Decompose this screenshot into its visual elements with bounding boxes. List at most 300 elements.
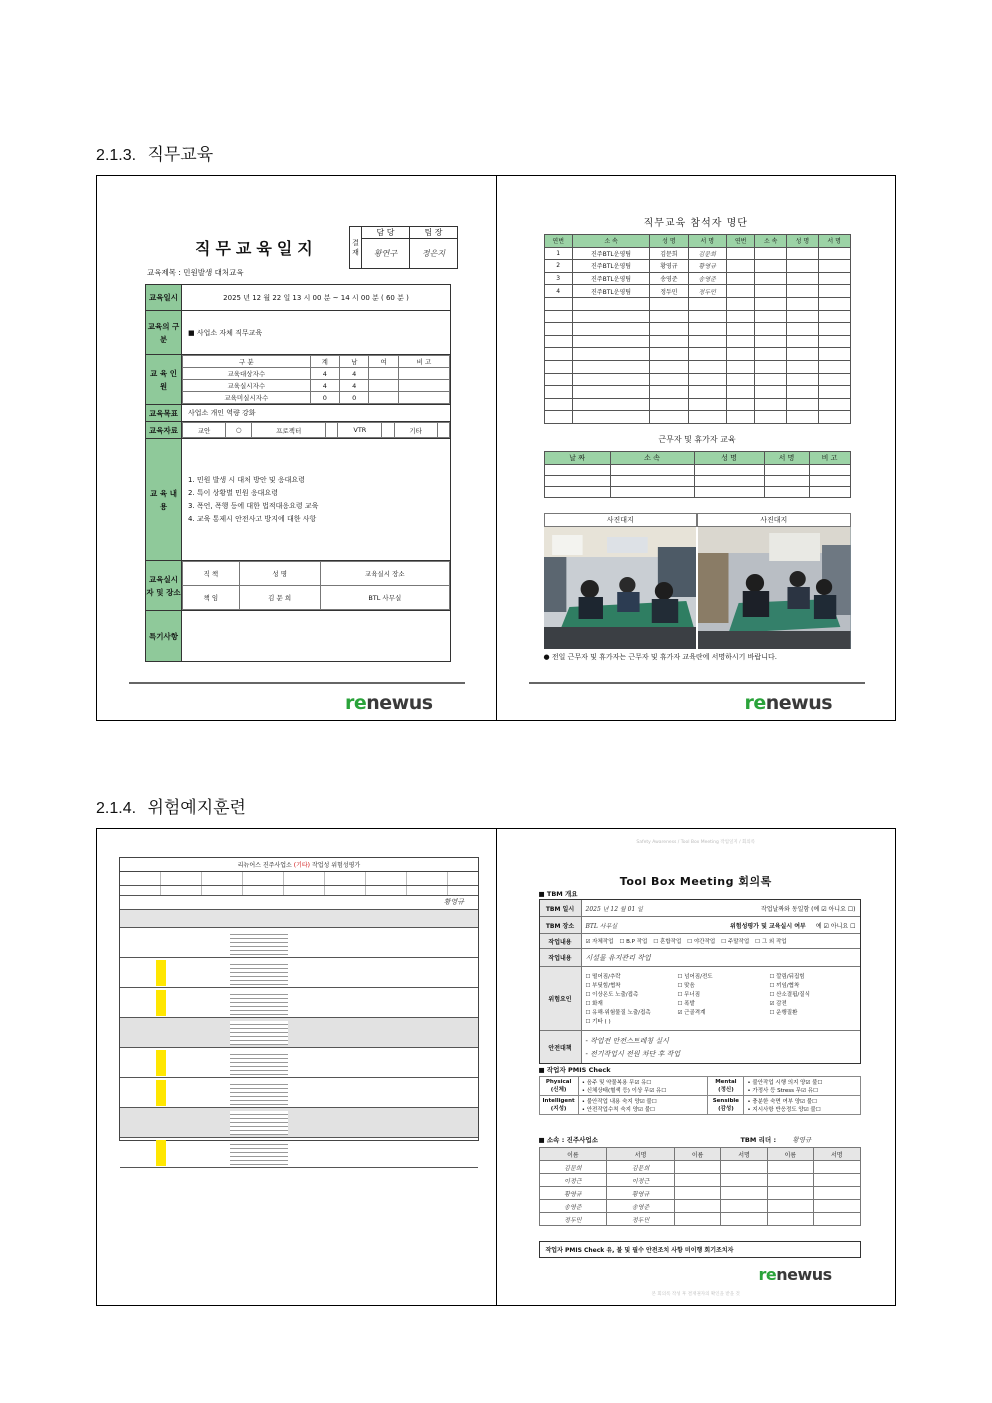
table-row [539, 1187, 860, 1200]
sign-sign: 정두민 [607, 1213, 675, 1226]
journal-title: 직무교육일지 [195, 239, 318, 258]
pmis-cat: Sensible (감성) [708, 1096, 744, 1115]
date-label: 교육일시 [146, 285, 182, 310]
table-row [120, 1018, 478, 1048]
empty-cell [755, 360, 787, 373]
att-cell: 진주BTL운영팀 [572, 272, 649, 285]
material-cell [326, 423, 338, 438]
hazard-option: ☐ 산소결핍/질식 [769, 992, 810, 998]
att-empty [787, 247, 819, 260]
empty-cell [787, 297, 819, 310]
table-row [544, 297, 850, 310]
empty-cell [610, 487, 694, 498]
empty-cell [787, 348, 819, 361]
table-row [544, 272, 850, 285]
content-list [182, 439, 450, 560]
tbm-work-options [582, 934, 860, 948]
sign-head: 이름 [674, 1148, 720, 1161]
approval-manager-label: 팀 장 [410, 227, 458, 239]
att-empty [818, 285, 850, 298]
empty-cell [755, 398, 787, 411]
risk-rows [120, 928, 478, 1168]
empty-cell [726, 411, 754, 424]
tbm-place-label: TBM 장소 [540, 917, 582, 933]
tbm-overview-title: ■ TBM 개요 [539, 889, 578, 898]
att-empty [755, 285, 787, 298]
empty-cell [694, 487, 764, 498]
shift-head: 날 짜 [544, 452, 610, 465]
empty-cell [818, 411, 850, 424]
empty-cell [572, 297, 649, 310]
date-row [146, 285, 450, 311]
empty-cell [818, 297, 850, 310]
empty-cell [787, 310, 819, 323]
empty-cell [787, 373, 819, 386]
att-empty [726, 285, 754, 298]
type-value: ■ 사업소 자체 직무교육 [188, 328, 263, 337]
shift-head: 소 속 [610, 452, 694, 465]
pmis-line: • 음주 및 약물복용 무☑ 유☐ [581, 1080, 652, 1086]
content-item: 1. 민원 발생 시 대처 방안 및 응대요령 [188, 475, 305, 484]
logo-suffix: newus [366, 692, 433, 714]
work-option: ☐ 그 외 작업 [755, 939, 787, 945]
material-table [182, 422, 450, 438]
att-cell: 2 [544, 260, 572, 273]
work-option: ☐ 주말작업 [721, 939, 750, 945]
sign-head: 이름 [767, 1148, 813, 1161]
table-row [544, 411, 850, 424]
table-row [544, 360, 850, 373]
people-cell: 4 [310, 380, 339, 392]
material-cell [437, 423, 449, 438]
renewus-logo [345, 692, 433, 714]
att-empty [726, 260, 754, 273]
tbm-sign-table [539, 1147, 861, 1226]
hazard-option: ☑ 감전 [769, 1001, 787, 1007]
att-cell: 진주BTL운영팀 [572, 260, 649, 273]
sign-name: 김문희 [539, 1161, 607, 1174]
pmis-item [744, 1077, 860, 1096]
people-cell: 0 [340, 392, 369, 404]
tbm-leader-label: TBM 리더 : [740, 1136, 777, 1144]
people-cell: 교육실시자수 [183, 380, 311, 392]
tbm-risk-eval-value: 예 ☑ 아니요 ☐ [815, 922, 856, 930]
risk-meta-row [120, 886, 478, 896]
people-cell [369, 392, 398, 404]
approval-box [349, 226, 458, 269]
pmis-item [744, 1096, 860, 1115]
table-row [120, 1108, 478, 1138]
people-cell: 4 [310, 368, 339, 380]
pmis-line: • 충분한 숙면 여부 양☑ 불☐ [747, 1099, 818, 1105]
sign-sign: 이정근 [607, 1174, 675, 1187]
pmis-cat: Physical (신체) [539, 1077, 578, 1096]
sign-empty [674, 1174, 720, 1187]
sign-empty [721, 1187, 767, 1200]
att-empty [787, 260, 819, 273]
tbm-measure-cell [582, 1031, 860, 1063]
risk-assessment-sheet [119, 857, 479, 1141]
tbm-place-cell [582, 917, 860, 933]
empty-cell [694, 476, 764, 487]
empty-cell [610, 465, 694, 476]
empty-cell [755, 310, 787, 323]
hazard-option: ☐ 화재 [585, 1001, 603, 1007]
table-row [539, 1161, 860, 1174]
type-label: 교육의 구 분 [146, 311, 182, 354]
hazard-option: ☐ 운행질환 [769, 1010, 798, 1016]
approval-manager-sign: 정은지 [410, 239, 458, 269]
att-empty [787, 285, 819, 298]
att-empty [755, 247, 787, 260]
empty-cell [688, 323, 726, 336]
tbm-title: Tool Box Meeting 회의록 [619, 875, 772, 888]
people-cell [398, 380, 449, 392]
section-label: 직무교육 [147, 145, 214, 165]
att-empty [818, 272, 850, 285]
section-title-training [96, 140, 213, 165]
tbm-hazard-label: 위험요인 [540, 967, 582, 1030]
exec-table [182, 561, 450, 610]
empty-cell [688, 386, 726, 399]
empty-cell [809, 465, 850, 476]
att-sign: 송영준 [688, 272, 726, 285]
people-cell: 4 [340, 368, 369, 380]
material-cell: 교안 [183, 423, 226, 438]
people-row [146, 355, 450, 405]
renewus-logo [745, 692, 833, 714]
empty-cell [650, 310, 688, 323]
att-head: 연번 [544, 235, 572, 248]
empty-cell [755, 297, 787, 310]
table-row [544, 285, 850, 298]
hazard-option: ☐ 기타 ( ) [585, 1019, 611, 1025]
empty-cell [544, 348, 572, 361]
photo-labels [544, 513, 851, 527]
sign-head: 서명 [814, 1148, 860, 1161]
empty-cell [755, 323, 787, 336]
exec-row [146, 561, 450, 611]
empty-cell [650, 348, 688, 361]
att-cell: 진주BTL운영팀 [572, 285, 649, 298]
att-head: 서 명 [818, 235, 850, 248]
tbm-bottom-note: 본 회의록 작성 후 결재권자의 확인을 받을 것 [651, 1292, 740, 1297]
table-row [544, 465, 850, 476]
empty-cell [688, 310, 726, 323]
hazard-option: ☐ 넘어짐/전도 [677, 974, 713, 980]
att-empty [818, 247, 850, 260]
att-empty [755, 260, 787, 273]
people-head: 여 [369, 356, 398, 368]
sign-head: 서명 [607, 1148, 675, 1161]
att-cell: 정두민 [650, 285, 688, 298]
shift-head: 서 명 [764, 452, 809, 465]
empty-cell [688, 348, 726, 361]
table-row [544, 247, 850, 260]
empty-cell [787, 323, 819, 336]
hazard-option: ☐ 유해·위험물질 노출/접촉 [585, 1010, 651, 1016]
empty-cell [688, 360, 726, 373]
empty-cell [572, 373, 649, 386]
table-row [544, 398, 850, 411]
divider-line [529, 682, 865, 684]
material-cell: 기타 [394, 423, 437, 438]
att-empty [726, 272, 754, 285]
shift-head: 성 명 [694, 452, 764, 465]
people-cell [398, 392, 449, 404]
logo-prefix: re [345, 692, 367, 714]
empty-cell [726, 386, 754, 399]
att-empty [755, 272, 787, 285]
sign-empty [674, 1187, 720, 1200]
empty-cell [726, 373, 754, 386]
empty-cell [787, 411, 819, 424]
empty-cell [818, 335, 850, 348]
table-row [544, 487, 850, 498]
table-row [544, 373, 850, 386]
att-cell: 진주BTL운영팀 [572, 247, 649, 260]
empty-cell [809, 476, 850, 487]
table-row [544, 348, 850, 361]
table-row [120, 1048, 478, 1078]
work-option: ☑ 자체작업 [585, 939, 614, 945]
tbm-belong: ■ 소속 : 진주사업소 [539, 1135, 599, 1144]
sign-empty [814, 1213, 860, 1226]
training-journal-panel [97, 176, 496, 720]
journal-form [145, 284, 451, 662]
sign-empty [814, 1187, 860, 1200]
material-row [146, 422, 450, 439]
logo-prefix: re [744, 692, 766, 714]
people-table [182, 355, 450, 404]
pmis-line: • 안전작업수칙 숙지 양☑ 불☐ [581, 1107, 655, 1113]
hazard-option: ☐ 이상온도 노출/접촉 [585, 992, 639, 998]
tbm-work-desc-label: 작업내용 [540, 949, 582, 966]
empty-cell [755, 348, 787, 361]
section-number: 2.1.4. [96, 800, 137, 817]
risk-col-head [120, 910, 478, 928]
people-cell: 0 [310, 392, 339, 404]
sign-sign: 김문희 [607, 1161, 675, 1174]
exec-label: 교육실시자 및 장소 [146, 561, 182, 610]
table-row [120, 988, 478, 1018]
tbm-place-row [540, 917, 860, 934]
empty-cell [688, 398, 726, 411]
people-cell [369, 380, 398, 392]
sign-empty [674, 1213, 720, 1226]
pmis-line: • 지시사항 반응정도 양☑ 불☐ [747, 1107, 821, 1113]
goal-row [146, 405, 450, 422]
section-number: 2.1.3. [96, 147, 137, 164]
empty-cell [544, 398, 572, 411]
material-cell [382, 423, 394, 438]
tbm-leader [741, 1135, 812, 1144]
risk-frame [96, 828, 896, 1306]
att-head: 서 명 [688, 235, 726, 248]
training-photo-image [698, 527, 851, 649]
exec-wrap [182, 561, 450, 610]
empty-cell [544, 465, 610, 476]
shift-title: 근무자 및 휴가자 교육 [658, 435, 736, 444]
empty-cell [818, 373, 850, 386]
sign-sign: 황영규 [607, 1187, 675, 1200]
measure-item: - 작업전 안전스트레칭 실시 [585, 1036, 669, 1045]
empty-cell [610, 476, 694, 487]
empty-cell [544, 335, 572, 348]
people-cell: 4 [340, 380, 369, 392]
content-row [146, 439, 450, 561]
pmis-item [578, 1077, 708, 1096]
empty-cell [726, 360, 754, 373]
sign-name: 송영준 [539, 1200, 607, 1213]
tbm-measure-row [540, 1031, 860, 1063]
work-option: ☐ B.P 작업 [619, 939, 648, 945]
empty-cell [764, 465, 809, 476]
empty-cell [572, 348, 649, 361]
empty-cell [544, 360, 572, 373]
empty-cell [787, 386, 819, 399]
pmis-item [578, 1096, 708, 1115]
tbm-top-note: Safety Awareness / Tool Box Meeting 작업일지 / 회의록 [636, 840, 756, 845]
type-row [146, 311, 450, 355]
photo-label: 사진대지 [544, 513, 698, 527]
empty-cell [650, 360, 688, 373]
att-cell: 1 [544, 247, 572, 260]
tbm-overview-box [539, 899, 861, 1064]
sign-empty [674, 1161, 720, 1174]
sign-name: 황영규 [539, 1187, 607, 1200]
empty-cell [544, 297, 572, 310]
sign-empty [767, 1213, 813, 1226]
empty-cell [572, 360, 649, 373]
goal-value: 사업소 개인 역량 강화 [188, 409, 256, 417]
sign-empty [767, 1161, 813, 1174]
journal-subject: 교육제목 : 민원발생 대처교육 [147, 268, 244, 277]
tbm-hazard-row [540, 967, 860, 1031]
table-row [120, 1078, 478, 1108]
empty-cell [818, 310, 850, 323]
tbm-panel [496, 829, 896, 1305]
hazard-option: ☐ 부딪힘/협착 [585, 983, 621, 989]
content-item: 3. 폭언, 폭행 등에 대한 법적대응요령 교육 [188, 501, 319, 510]
empty-cell [572, 411, 649, 424]
empty-cell [688, 373, 726, 386]
tbm-agree: 작업날짜와 동일함 (예 ☑ 아니요 ☐) [760, 905, 856, 913]
tbm-work-desc-row [540, 949, 860, 967]
risk-header-org: 리뉴어스 진주사업소 [237, 862, 292, 869]
empty-cell [726, 398, 754, 411]
pmis-line: • 신체상태(혈색 등) 이상 무☑ 유☐ [581, 1088, 667, 1094]
table-row [539, 1096, 860, 1115]
empty-cell [818, 348, 850, 361]
tbm-date-label: TBM 일시 [540, 900, 582, 916]
section-title-risk [96, 793, 246, 818]
empty-cell [572, 323, 649, 336]
tbm-work-label: 작업내용 [540, 934, 582, 948]
sign-head: 서명 [721, 1148, 767, 1161]
table-row [544, 386, 850, 399]
empty-cell [650, 297, 688, 310]
sign-empty [767, 1187, 813, 1200]
hazard-grid [586, 972, 856, 1025]
work-option: ☐ 혼합작업 [653, 939, 682, 945]
att-empty [787, 272, 819, 285]
sign-name: 정두민 [539, 1213, 607, 1226]
hazard-option: ☐ 떨어짐/추락 [585, 974, 621, 980]
training-photo [544, 527, 697, 649]
exec-head: 교육실시 장소 [320, 562, 449, 586]
empty-cell [818, 386, 850, 399]
att-cell: 4 [544, 285, 572, 298]
pmis-table [539, 1076, 861, 1115]
content-item: 4. 교육 통제시 안전사고 방지에 대한 사항 [188, 514, 317, 523]
table-row [120, 928, 478, 958]
people-cell: 교육미실시자수 [183, 392, 311, 404]
empty-cell [818, 323, 850, 336]
exec-head: 성 명 [239, 562, 320, 586]
empty-cell [572, 310, 649, 323]
people-cell [398, 368, 449, 380]
att-cell: 3 [544, 272, 572, 285]
shift-table [544, 451, 851, 498]
table-row [539, 1077, 860, 1096]
att-sign: 김문희 [688, 247, 726, 260]
table-row [544, 476, 850, 487]
empty-cell [688, 411, 726, 424]
att-sign: 황영규 [688, 260, 726, 273]
empty-cell [726, 335, 754, 348]
people-head: 비 고 [398, 356, 449, 368]
people-label: 교 육 인 원 [146, 355, 182, 404]
tbm-date-row [540, 900, 860, 917]
empty-cell [755, 386, 787, 399]
tbm-place-value: BTL 사무실 [585, 922, 618, 930]
risk-assessment-panel [97, 829, 496, 1305]
logo-suffix: newus [765, 692, 833, 714]
sign-empty [674, 1200, 720, 1213]
work-option: ☐ 야간작업 [687, 939, 716, 945]
approval-label: 결 재 [350, 227, 362, 269]
table-row [544, 323, 850, 336]
date-value: 2025 년 12 월 22 일 13 시 00 분 ~ 14 시 00 분 ( 60 분 ) [223, 293, 409, 302]
att-cell: 김문희 [650, 247, 688, 260]
att-head: 소 속 [755, 235, 787, 248]
tbm-pmis-title: ■ 작업자 PMIS Check [539, 1065, 611, 1074]
empty-cell [726, 323, 754, 336]
table-row [544, 310, 850, 323]
people-head: 구 분 [183, 356, 311, 368]
empty-cell [755, 373, 787, 386]
empty-cell [809, 487, 850, 498]
measure-item: - 전기작업시 전원 차단 후 작업 [585, 1049, 681, 1058]
sign-head-row [539, 1148, 860, 1161]
empty-cell [544, 476, 610, 487]
pmis-line: • 가정사 등 Stress 무☑ 유☐ [747, 1088, 819, 1094]
tbm-date-cell [582, 900, 860, 916]
exec-cell: 책 임 [183, 586, 240, 610]
tbm-date-value: 2025 년 12 월 01 일 [585, 905, 643, 913]
logo-prefix: re [758, 1265, 777, 1284]
divider-line [129, 682, 465, 684]
empty-cell [755, 335, 787, 348]
risk-meta-row [120, 872, 478, 886]
pmis-line: • 불안작업 내용 숙지 양☑ 불☐ [581, 1099, 657, 1105]
notes-value [182, 611, 450, 661]
risk-header-title: 작업성 위험성평가 [311, 862, 361, 869]
hazard-option: ☐ 끼임/협착 [769, 983, 800, 989]
notes-label: 특기사항 [146, 611, 182, 661]
pmis-cat: Intelligent (지성) [539, 1096, 578, 1115]
